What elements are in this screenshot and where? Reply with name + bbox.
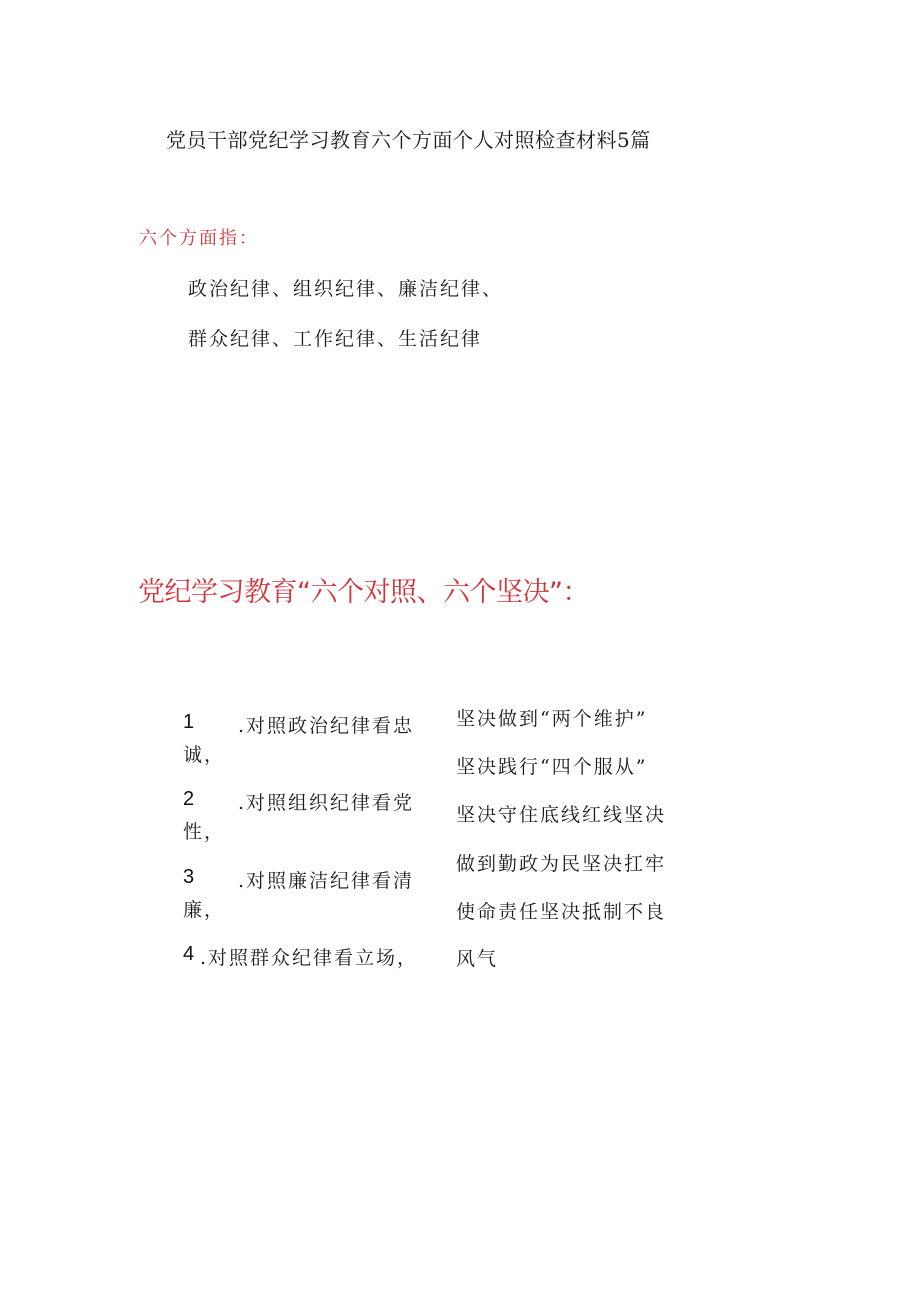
- item-text: .对照群众纪律看立场，: [200, 947, 419, 969]
- item-continuation: 廉，: [183, 899, 226, 921]
- document-title: 党员干部党纪学习教育六个方面个人对照检查材料5篇: [166, 128, 651, 152]
- resolve-line: 坚决践行“四个服从”: [456, 756, 648, 778]
- aspects-line-1: 政治纪律、组织纪律、廉洁纪律、: [188, 278, 504, 300]
- aspects-heading: 六个方面指：: [139, 228, 259, 249]
- item-text: .对照组织纪律看党: [238, 792, 415, 814]
- item-number: 2: [183, 788, 195, 810]
- aspects-line-2: 群众纪律、工作纪律、生活纪律: [188, 328, 483, 350]
- six-contrast-heading: 党纪学习教育“六个对照、六个坚决”：: [138, 577, 589, 608]
- resolve-line: 做到勤政为民坚决扛牢: [456, 853, 667, 875]
- resolve-line: 风气: [456, 948, 499, 970]
- resolve-line: 坚决守住底线红线坚决: [456, 804, 667, 826]
- item-text: .对照政治纪律看忠: [238, 715, 415, 737]
- resolve-line: 坚决做到“两个维护”: [456, 708, 648, 730]
- item-text: .对照廉洁纪律看清: [238, 870, 415, 892]
- item-number: 4: [183, 943, 195, 965]
- item-number: 3: [183, 866, 195, 888]
- resolve-line: 使命责任坚决抵制不良: [456, 901, 667, 923]
- item-number: 1: [183, 711, 195, 733]
- item-continuation: 诚，: [183, 744, 226, 766]
- item-continuation: 性，: [183, 821, 226, 843]
